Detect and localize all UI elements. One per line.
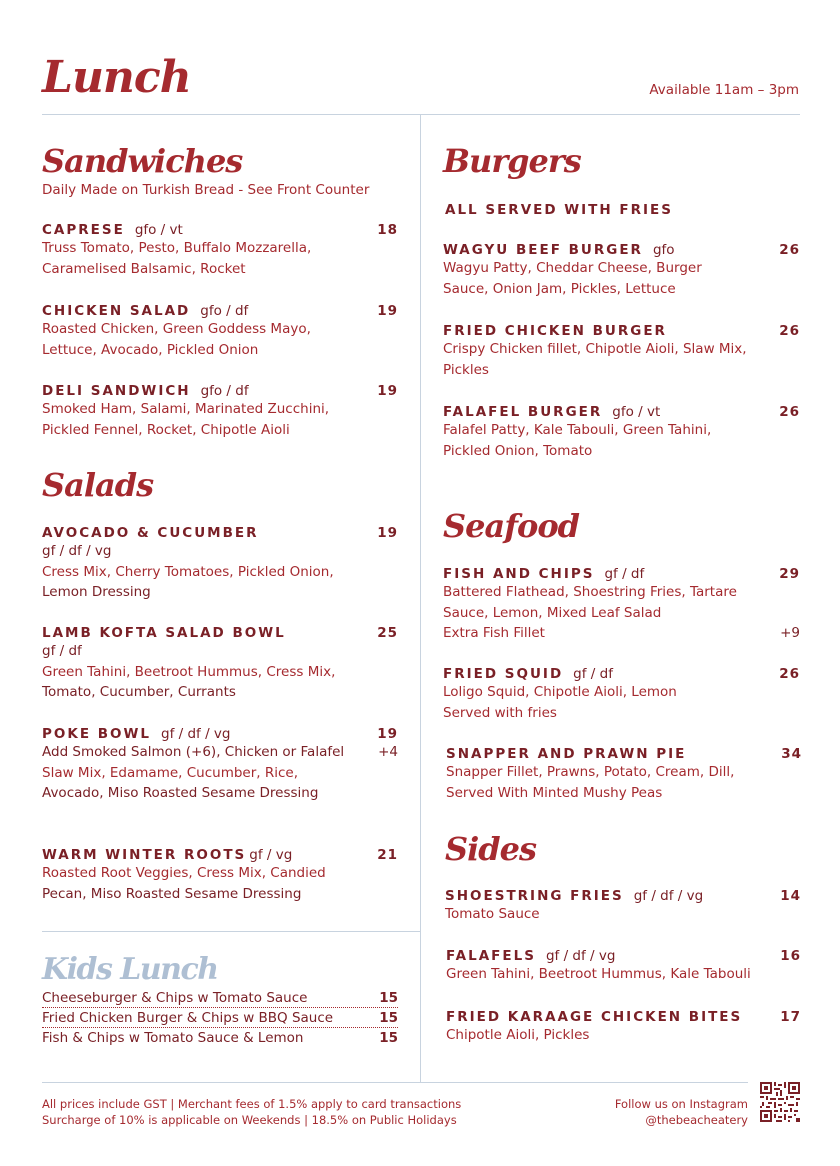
item-price: 19 <box>377 726 398 742</box>
menu-item <box>42 383 398 440</box>
item-tags: gf / vg <box>249 847 293 863</box>
item-name: FALAFEL BURGER <box>443 404 603 420</box>
instagram-handle[interactable]: @thebeacheatery <box>645 1113 748 1127</box>
item-desc: Served with fries <box>443 704 557 721</box>
page-title: Lunch <box>42 52 191 103</box>
menu-item <box>443 323 800 380</box>
menu-item <box>42 847 398 904</box>
kids-item-name: Fried Chicken Burger & Chips w BBQ Sauce <box>42 1010 334 1026</box>
item-name: SNAPPER AND PRAWN PIE <box>446 746 687 762</box>
item-price: 25 <box>377 625 398 641</box>
section-title-sides: Sides <box>445 830 537 868</box>
item-desc: Lettuce, Avocado, Pickled Onion <box>42 341 259 358</box>
item-desc: Pecan, Miso Roasted Sesame Dressing <box>42 885 302 902</box>
item-price: 26 <box>779 666 800 682</box>
item-tags: gf / df / vg <box>42 543 112 559</box>
item-tags: gfo / vt <box>612 404 661 420</box>
item-desc: Green Tahini, Beetroot Hummus, Cress Mix, <box>42 663 336 680</box>
item-name: SHOESTRING FRIES <box>445 888 624 904</box>
item-tags: gf / df / vg <box>545 948 616 964</box>
column-divider <box>420 114 421 1082</box>
item-name: FRIED SQUID <box>443 666 564 682</box>
kids-item <box>42 1029 398 1047</box>
item-tags: gfo <box>652 242 675 258</box>
item-desc: Cress Mix, Cherry Tomatoes, Pickled Onion, <box>42 563 334 580</box>
item-name: FRIED KARAAGE CHICKEN BITES <box>446 1009 743 1025</box>
item-desc: Pickled Onion, Tomato <box>443 442 593 459</box>
item-desc: Wagyu Patty, Cheddar Cheese, Burger <box>443 260 702 276</box>
item-desc: Loligo Squid, Chipotle Aioli, Lemon <box>443 684 677 700</box>
menu-item <box>42 625 398 703</box>
kids-item-price: 15 <box>379 1010 398 1026</box>
qr-code-icon[interactable] <box>760 1082 800 1122</box>
section-title-kids: Kids Lunch <box>42 952 218 987</box>
item-tags: gf / df <box>42 643 82 659</box>
menu-item <box>42 525 398 603</box>
item-desc: Snapper Fillet, Prawns, Potato, Cream, Dill, <box>446 764 735 780</box>
item-desc: Pickled Fennel, Rocket, Chipotle Aioli <box>42 421 290 438</box>
item-price: 26 <box>779 323 800 339</box>
menu-item <box>443 566 800 644</box>
item-price: 26 <box>779 404 800 420</box>
kids-item <box>42 989 398 1008</box>
item-desc: Battered Flathead, Shoestring Fries, Tartare <box>443 584 737 600</box>
item-name: POKE BOWL <box>42 726 152 742</box>
menu-item <box>42 726 398 804</box>
item-price: 18 <box>377 222 398 238</box>
item-desc: Tomato Sauce <box>445 906 540 922</box>
item-price: 26 <box>779 242 800 258</box>
section-title-sandwiches: Sandwiches <box>42 142 243 180</box>
item-tags: gf / df <box>573 666 613 682</box>
item-desc: Sauce, Lemon, Mixed Leaf Salad <box>443 604 662 621</box>
section-title-burgers: Burgers <box>443 142 581 180</box>
footer-notes <box>42 1096 461 1128</box>
item-desc: Tomato, Cucumber, Currants <box>42 684 236 700</box>
item-name: WAGYU BEEF BURGER <box>443 242 643 258</box>
kids-item-name: Cheeseburger & Chips w Tomato Sauce <box>42 990 308 1006</box>
item-desc: Truss Tomato, Pesto, Buffalo Mozzarella, <box>42 240 312 256</box>
addon-price: +4 <box>378 744 398 760</box>
section-title-salads: Salads <box>42 466 154 504</box>
kids-item-price: 15 <box>379 990 398 1006</box>
item-tags: gf / df <box>604 566 645 582</box>
item-tags: gfo / df <box>200 383 249 399</box>
item-tags: gf / df / vg <box>161 726 231 742</box>
item-name: WARM WINTER ROOTS <box>42 847 247 863</box>
item-price: 19 <box>377 383 398 399</box>
menu-item <box>42 303 398 360</box>
item-price: 19 <box>377 525 398 541</box>
kids-item <box>42 1009 398 1028</box>
item-desc: Avocado, Miso Roasted Sesame Dressing <box>42 785 319 801</box>
item-name: LAMB KOFTA SALAD BOWL <box>42 625 286 641</box>
item-price: 16 <box>780 948 801 964</box>
item-desc: Chipotle Aioli, Pickles <box>446 1027 590 1043</box>
kids-item-price: 15 <box>379 1030 398 1046</box>
item-name: FRIED CHICKEN BURGER <box>443 323 667 339</box>
item-extra <box>443 623 800 644</box>
item-price: 19 <box>377 303 398 319</box>
item-name: CHICKEN SALAD <box>42 303 191 319</box>
item-desc: Slaw Mix, Edamame, Cucumber, Rice, <box>42 764 298 781</box>
item-tags: gfo / df <box>200 303 249 319</box>
extra-price: +9 <box>780 625 800 641</box>
menu-item <box>446 746 802 803</box>
menu-item <box>42 222 398 279</box>
item-desc: Green Tahini, Beetroot Hummus, Kale Tabouli <box>446 966 751 982</box>
item-desc: Sauce, Onion Jam, Pickles, Lettuce <box>443 280 676 297</box>
item-desc: Crispy Chicken fillet, Chipotle Aioli, Slaw Mix, <box>443 341 747 357</box>
extra-text: Extra Fish Fillet <box>443 625 545 641</box>
item-name: AVOCADO & CUCUMBER <box>42 525 259 541</box>
kids-divider <box>42 931 420 932</box>
section-title-seafood: Seafood <box>443 507 580 545</box>
kids-item-name: Fish & Chips w Tomato Sauce & Lemon <box>42 1030 304 1046</box>
item-price: 17 <box>780 1009 801 1025</box>
item-name: CAPRESE <box>42 222 125 238</box>
item-tags: gf / df / vg <box>633 888 704 904</box>
addon-text: Add Smoked Salmon (+6), Chicken or Falafel <box>42 744 345 760</box>
item-name: FISH AND CHIPS <box>443 566 595 582</box>
item-desc: Lemon Dressing <box>42 584 151 600</box>
item-desc: Pickles <box>443 361 489 378</box>
item-price: 21 <box>377 847 398 863</box>
menu-item <box>443 404 800 461</box>
item-desc: Falafel Patty, Kale Tabouli, Green Tahini, <box>443 422 712 438</box>
menu-item <box>443 666 800 723</box>
item-price: 29 <box>779 566 800 582</box>
item-price: 14 <box>780 888 801 904</box>
footer-social <box>615 1096 748 1128</box>
item-name: FALAFELS <box>446 948 536 964</box>
item-desc: Smoked Ham, Salami, Marinated Zucchini, <box>42 401 330 417</box>
menu-item <box>446 1009 801 1046</box>
item-tags: gfo / vt <box>134 222 183 238</box>
header-divider <box>42 114 800 115</box>
section-subtitle-burgers: ALL SERVED WITH FRIES <box>445 202 673 218</box>
menu-item <box>443 242 800 299</box>
section-subtitle-sandwiches: Daily Made on Turkish Bread - See Front Counter <box>42 182 370 198</box>
menu-item <box>446 948 801 985</box>
item-price: 34 <box>781 746 802 762</box>
menu-item <box>445 888 801 925</box>
footer-note: Surcharge of 10% is applicable on Weekends | 18.5% on Public Holidays <box>42 1113 457 1127</box>
item-desc: Served With Minted Mushy Peas <box>446 784 663 801</box>
instagram-label: Follow us on Instagram <box>614 1097 748 1111</box>
footer-divider <box>42 1082 748 1083</box>
item-addon <box>42 742 398 763</box>
item-name: DELI SANDWICH <box>42 383 191 399</box>
item-desc: Roasted Chicken, Green Goddess Mayo, <box>42 321 311 337</box>
footer-note: All prices include GST | Merchant fees of 1.5% apply to card transactions <box>42 1097 462 1111</box>
item-desc: Roasted Root Veggies, Cress Mix, Candied <box>42 865 326 881</box>
availability-text: Available 11am – 3pm <box>649 82 799 98</box>
item-desc: Caramelised Balsamic, Rocket <box>42 260 246 277</box>
